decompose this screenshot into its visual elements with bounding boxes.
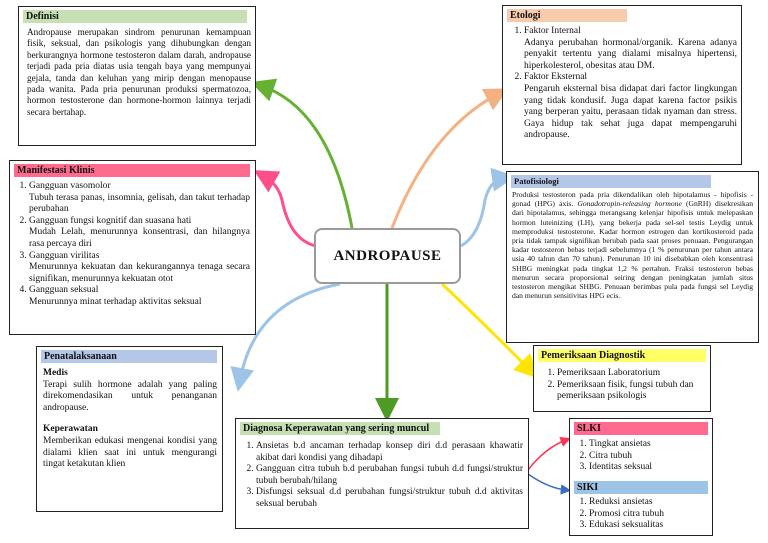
etiologi-list [509, 26, 737, 142]
manifestasi-item-4-desc: Menurunnya minat terhadap aktivitas seksual [29, 296, 202, 307]
manifestasi-list [14, 181, 250, 309]
pemeriksaan-item-1: 1. Pemeriksaan Laboratorium [557, 368, 706, 380]
medis-title: Medis [43, 368, 68, 378]
slki-header: SLKI [574, 422, 708, 435]
link-patofisiologi [461, 178, 504, 246]
manifestasi-item-1 [29, 181, 250, 216]
slki-list [574, 439, 708, 474]
etiologi-box [502, 5, 742, 165]
diagnosa-box [235, 418, 529, 529]
medis-text: Terapi sulih hormone adalah yang paling direkomendasikan untuk penanganan andropause. [43, 379, 217, 413]
manifestasi-item-4-label: Gangguan seksual [29, 285, 99, 296]
etiologi-item-2 [524, 72, 737, 142]
penatalaksanaan-box [36, 346, 223, 512]
manifestasi-item-2 [29, 216, 250, 251]
manifestasi-item-1-desc: Tubuh terasa panas, insomnia, gelisah, dan takut terhadap perubahan [29, 192, 250, 215]
etiologi-item-2-desc: Pengaruh eksternal bisa didapat dari factor lingkungan yang tidak kondusif. Juga dapat karena factor psikis yang berperan yaitu, perasaan tidak nyaman dan stress. Gaya hidup tak sehat juga dapat mempengaruhi andropause. [524, 83, 737, 141]
pemeriksaan-box [533, 345, 711, 412]
definisi-box [18, 6, 256, 146]
manifestasi-item-3 [29, 251, 250, 286]
siki-item-3: 3. Edukasi seksualitas [589, 520, 708, 532]
definisi-text: Andropause merupakan sindrom penurunan kemampuan fisik, seksual, dan psikologis yang dihubungkan dengan berkurangnya hormone testosteron dalam darah, andropause terjadi pada pria diatas usia tengah baya yang mempunyai gejala, tanda dan keluhan yang mirip dengan menopause pada wanita. Pada pria penurunan produksi spermatozoa, hormon testosterone dan hormone-hormon lainnya terjadi secara bertahap. [27, 27, 251, 117]
pemeriksaan-list [542, 368, 706, 403]
etiologi-item-1-desc: Adanya perubahan hormonal/organik. Karena adanya penyakit tertentu yang dialami misalnya hipertensi, hiperkolesterol, obesitas atau DM. [524, 37, 737, 71]
link-definisi [262, 86, 352, 228]
manifestasi-item-2-label: Gangguan fungsi kognitif dan suasana hati [29, 215, 192, 226]
diagnosa-item-2: 2. Gangguan citra tubuh b.d perubahan fungsi tubuh d.d fungsi/struktur tubuh berubah/hilang [256, 464, 523, 487]
center-title: ANDROPAUSE [333, 247, 442, 264]
patofisiologi-header: Patofisiologi [511, 175, 711, 188]
definisi-header: Definisi [23, 10, 247, 23]
patofisiologi-box [506, 171, 759, 343]
keperawatan-text: Memberikan edukasi mengenai kondisi yang dialami klien saat ini untuk mengurangi tingat ketakutan klien [43, 435, 217, 470]
diagnosa-header: Diagnosa Keperawatan yang sering muncul [240, 422, 440, 435]
manifestasi-box [9, 160, 256, 335]
patofisiologi-text-b: (GnRH) disekresikan dari hipotalamus, sehingga merangsang kelenjar hipofisis untuk melepaskan hormon luteinizing (LH), yang bekerja pada sel-sel testis Leydig untuk memproduksi testosterone. Kadar hormon estrogen dan kortikosteroid pada pria tidak tampak signifikan berubah pada saat proses penuaan. Pengurangan kadar testosteron bebas terjadi sebelumnya (1 % penurunan per tahun antara usia 40 tahun dan 70 tahun). Penurunan 10 ini disebabkan oleh konsentrasi SHBG meningkat pada tingkat 1,2 % pertahun. Fraksi testosteron bebas menurun secara proporsional seiring dengan peningkatan jumlah situs testosteron mengikat SHBG. Penuaan berimbas pula pada fungsi sel Leydig dan menurun sensitivitas HPG ecis. [512, 199, 753, 301]
siki-item-1: 1. Reduksi ansietas [589, 497, 708, 509]
center-node [314, 228, 461, 284]
slki-item-1: 1. Tingkat ansietas [589, 439, 708, 451]
slki-siki-box [569, 418, 713, 536]
link-siki [528, 474, 566, 490]
manifestasi-item-3-label: Gangguan virilitas [29, 250, 100, 261]
manifestasi-item-1-label: Gangguan vasomolor [29, 181, 111, 191]
link-manifestasi [264, 176, 316, 246]
etiologi-item-1 [524, 26, 737, 72]
siki-header: SIKI [574, 481, 708, 494]
etiologi-item-1-label: Faktor Internal [524, 26, 581, 36]
patofisiologi-text-italic: Gonadotropin-releasing hormone [577, 199, 682, 209]
diagnosa-list [241, 441, 523, 511]
siki-item-2: 2. Promosi citra tubuh [589, 509, 708, 521]
manifestasi-item-2-desc: Mudah Lelah, menurunnya konsentrasi, dan hilangnya rasa percaya diri [29, 227, 250, 249]
manifestasi-item-3-desc: Menurunnya kekuatan dan kekurangannya tenaga secara signifikan, menurunnya kekuatan otot [29, 262, 250, 284]
keperawatan-title: Keperawatan [43, 424, 98, 435]
manifestasi-header: Manifestasi Klinis [14, 164, 250, 177]
manifestasi-item-4 [29, 285, 250, 308]
penatalaksanaan-header: Penatalaksanaan [41, 350, 217, 363]
penatalaksanaan-body [43, 368, 217, 471]
diagnosa-item-3: 3. Disfungsi seksual d.d perubahan fungsi/struktur tubuh d.d aktivitas seksual berubah [256, 487, 523, 510]
etiologi-header: Etologi [507, 9, 627, 22]
patofisiologi-text [512, 190, 753, 300]
siki-list [574, 497, 708, 532]
etiologi-item-2-label: Faktor Eksternal [524, 72, 588, 83]
link-slki [528, 440, 566, 470]
patofisiologi-text-a: Produksi testosteron pada pria dikendalikan oleh hipotalamus - hipofisis - gonad (HPG) axis. [512, 190, 753, 209]
pemeriksaan-item-2: 2. Pemeriksaan fisik, fungsi tubuh dan pemeriksaan psikologis [557, 380, 706, 403]
pemeriksaan-header: Pemeriksaan Diagnostik [538, 349, 706, 362]
slki-item-2: 2. Citra tubuh [589, 451, 708, 463]
diagnosa-item-1: 1. Ansietas b.d ancaman terhadap konsep diri d.d perasaan khawatir akibat dari kondisi yang dihadapi [256, 441, 523, 464]
slki-item-3: 3. Identitas seksual [589, 462, 708, 474]
